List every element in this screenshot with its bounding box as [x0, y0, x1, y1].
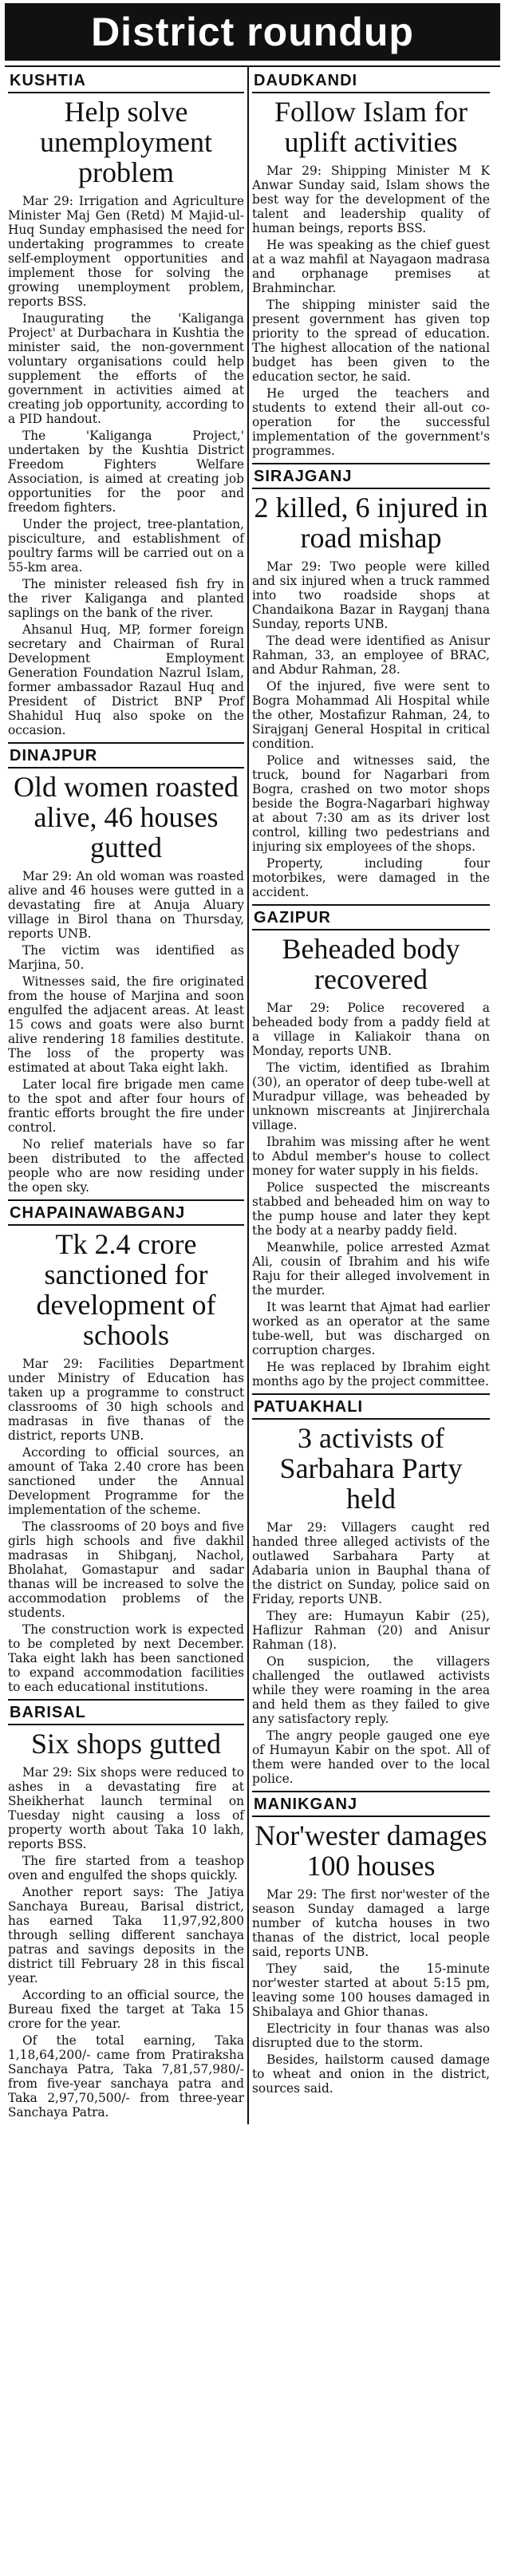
story-headline: 3 activists of Sarbahara Party held: [279, 1422, 463, 1515]
story-paragraph: No relief materials have so far been distributed to the affected people who are now residing under the open sky.: [8, 1137, 244, 1195]
story-paragraph: Mar 29: Six shops were reduced to ashes in a devastating fire at Sheikherhat launch terminal on Tuesday night causing a loss of property worth about Taka 10 lakh, reports BSS.: [8, 1765, 244, 1851]
district-label: DAUDKANDI: [252, 69, 490, 93]
section-banner: District roundup: [5, 3, 500, 61]
story-paragraph: Of the total earning, Taka 1,18,64,200/- came from Pratiraksha Sanchaya Patra, Taka 7,81,57,980/- from five-year sanchaya patra and Taka 2,97,70,500/- from three-year Sanchaya Patra.: [8, 2033, 244, 2120]
news-story: [252, 69, 490, 458]
story-paragraph: They said, the 15-minute nor'wester started at about 5:15 pm, leaving some 100 houses damaged in Shibalaya and Ghior thanas.: [252, 1962, 490, 2019]
newspaper-page: [0, 3, 505, 2576]
story-headline: Help solve unemployment problem: [40, 96, 212, 188]
news-story: [252, 463, 490, 899]
story-paragraph: On suspicion, the villagers challenged the outlawed activists while they were roaming in the area and held them as they failed to give any satisfactory reply.: [252, 1654, 490, 1726]
story-paragraph: Property, including four motorbikes, were damaged in the accident.: [252, 856, 490, 899]
story-headline: 2 killed, 6 injured in road mishap: [254, 492, 488, 554]
news-story: [8, 69, 244, 737]
columns: [5, 65, 500, 2124]
story-headline: Tk 2.4 crore sanctioned for development of schools: [36, 1228, 216, 1351]
story-paragraph: Mar 29: Irrigation and Agriculture Minister Maj Gen (Retd) M Majid-ul-Huq Sunday emphasised the need for undertaking programmes to create self-employment opportunities and implement those for solving the growing unemployment problem, reports BSS.: [8, 194, 244, 309]
story-paragraph: The victim, identified as Ibrahim (30), an operator of deep tube-well at Muradpur village, was beheaded by unknown miscreants at Jinjirerchala village.: [252, 1061, 490, 1132]
story-headline: Old women roasted alive, 46 houses gutted: [14, 771, 239, 863]
story-paragraph: Mar 29: Villagers caught red handed three alleged activists of the outlawed Sarbahara Party at Adabaria union in Bauphal thana of the district on Sunday, police said on Friday, reports UNB.: [252, 1520, 490, 1606]
story-headline: Six shops gutted: [30, 1728, 222, 1760]
news-story: [252, 1393, 490, 1786]
story-paragraph: Inaugurating the 'Kaliganga Project' at Durbachara in Kushtia the minister said, the non-government voluntary organisations could help supplement the efforts of the government in activities aimed at creating job opportunity, according to a PID handout.: [8, 311, 244, 426]
district-label: MANIKGANJ: [252, 1791, 490, 1817]
story-paragraph: Ahsanul Huq, MP, former foreign secretary and Chairman of Rural Development Employment Generation Foundation Nazrul Islam, former ambassador Razaul Huq and President of District BNP Prof Shahidul Huq also spoke on the occasion.: [8, 622, 244, 737]
story-paragraph: The 'Kaliganga Project,' undertaken by the Kushtia District Freedom Fighters Welfare Association, is aimed at creating job opportunities for the poor and freedom fighters.: [8, 429, 244, 515]
news-story: [8, 1699, 244, 2120]
left-column: [5, 67, 249, 2124]
story-paragraph: The victim was identified as Marjina, 50.: [8, 943, 244, 972]
district-label: SIRAJGANJ: [252, 463, 490, 489]
story-paragraph: According to official sources, an amount of Taka 2.40 crore has been sanctioned under the Annual Development Programme for the implementation of the scheme.: [8, 1445, 244, 1517]
story-paragraph: Mar 29: The first nor'wester of the season Sunday damaged a large number of kutcha houses in two thanas of the district, local people said, reports UNB.: [252, 1887, 490, 1959]
story-headline: Follow Islam for uplift activities: [274, 96, 468, 158]
story-paragraph: Mar 29: An old woman was roasted alive and 46 houses were gutted in a devastating fire at Anuja Aluary village in Birol thana on Thursday, reports UNB.: [8, 869, 244, 941]
story-paragraph: Mar 29: Facilities Department under Ministry of Education has taken up a programme to construct classrooms of 30 high schools and madrasas in five thanas of the district, reports UNB.: [8, 1357, 244, 1443]
story-headline: Beheaded body recovered: [282, 933, 460, 995]
story-paragraph: Besides, hailstorm caused damage to wheat and onion in the district, sources said.: [252, 2053, 490, 2096]
story-paragraph: Police suspected the miscreants stabbed and beheaded him on way to the pump house and later they kept the body at a nearby paddy field.: [252, 1180, 490, 1238]
story-paragraph: Ibrahim was missing after he went to Abdul member's house to collect money for water supply in his fields.: [252, 1135, 490, 1178]
story-paragraph: Meanwhile, police arrested Azmat Ali, cousin of Ibrahim and his wife Raju for their alleged involvement in the murder.: [252, 1240, 490, 1298]
story-paragraph: Police and witnesses said, the truck, bound for Nagarbari from Bogra, crashed on two motor shops beside the Bogra-Nagarbari highway at about 7:30 am as its driver lost control, killing two pedestrians and injuring six employees of the shops.: [252, 753, 490, 854]
district-label: CHAPAINAWABGANJ: [8, 1199, 244, 1226]
story-paragraph: Mar 29: Shipping Minister M K Anwar Sunday said, Islam shows the best way for the development of the talent and leadership quality of human beings, reports BSS.: [252, 164, 490, 235]
story-paragraph: According to an official source, the Bureau fixed the target at Taka 15 crore for the year.: [8, 1988, 244, 2031]
story-paragraph: It was learnt that Ajmat had earlier worked as an operator at the same tube-well, but was discharged on corruption charges.: [252, 1300, 490, 1357]
story-paragraph: Witnesses said, the fire originated from the house of Marjina and soon engulfed the adjacent areas. At least 15 cows and goats were also burnt alive rendering 18 families destitute. The loss of the property was estimated at about Taka eight lakh.: [8, 974, 244, 1075]
story-paragraph: Electricity in four thanas was also disrupted due to the storm.: [252, 2021, 490, 2050]
right-column: [249, 67, 493, 2124]
story-paragraph: Later local fire brigade men came to the spot and after four hours of frantic efforts brought the fire under control.: [8, 1077, 244, 1135]
news-story: [252, 904, 490, 1389]
story-paragraph: The minister released fish fry in the river Kaliganga and planted saplings on the bank of the river.: [8, 577, 244, 620]
story-paragraph: Of the injured, five were sent to Bogra Mohammad Ali Hospital while the other, Mostafizur Rahman, 24, to Sirajganj General Hospital in critical condition.: [252, 679, 490, 751]
story-paragraph: Mar 29: Two people were killed and six injured when a truck rammed into two roadside shops at Chandaikona Bazar in Rayganj thana Sunday, reports UNB.: [252, 559, 490, 631]
story-paragraph: Mar 29: Police recovered a beheaded body from a paddy field at a village in Kaliakoir thana on Monday, reports UNB.: [252, 1001, 490, 1058]
story-paragraph: He was replaced by Ibrahim eight months ago by the project committee.: [252, 1360, 490, 1389]
district-label: GAZIPUR: [252, 904, 490, 930]
story-paragraph: They are: Humayun Kabir (25), Haflizur Rahman (20) and Anisur Rahman (18).: [252, 1609, 490, 1652]
story-paragraph: Under the project, tree-plantation, pisciculture, and establishment of poultry farms will be carried out on a 55-km area.: [8, 517, 244, 575]
story-paragraph: The shipping minister said the present government has given top priority to the spread of education. The highest allocation of the national budget has been given to the education sector, he said.: [252, 298, 490, 384]
story-paragraph: Another report says: The Jatiya Sanchaya Bureau, Barisal district, has earned Taka 11,97,92,800 through selling different sanchaya patras and savings deposits in the district till February 28 in this fiscal year.: [8, 1885, 244, 1985]
news-story: [252, 1791, 490, 2096]
district-label: PATUAKHALI: [252, 1393, 490, 1420]
district-label: KUSHTIA: [8, 69, 244, 93]
story-paragraph: The classrooms of 20 boys and five girls high schools and five dakhil madrasas in Shibganj, Nachol, Bholahat, Gomastapur and sadar thanas will be increased to solve the accommodation problems of the students.: [8, 1519, 244, 1620]
news-story: [8, 742, 244, 1195]
story-paragraph: He was speaking as the chief guest at a waz mahfil at Nayagaon madrasa and orphanage premises at Brahminchar.: [252, 238, 490, 295]
story-paragraph: He urged the teachers and students to extend their all-out co-operation for the successful implementation of the government's programmes.: [252, 386, 490, 458]
story-paragraph: The fire started from a teashop oven and engulfed the shops quickly.: [8, 1854, 244, 1883]
story-paragraph: The dead were identified as Anisur Rahman, 33, an employee of BRAC, and Abdur Rahman, 28.: [252, 634, 490, 677]
story-headline: Nor'wester damages 100 houses: [254, 1819, 487, 1882]
district-label: DINAJPUR: [8, 742, 244, 768]
news-story: [8, 1199, 244, 1694]
district-label: BARISAL: [8, 1699, 244, 1725]
story-paragraph: The construction work is expected to be completed by next December. Taka eight lakh has been sanctioned to expand accommodation facilities to each educational institutions.: [8, 1622, 244, 1694]
story-paragraph: The angry people gauged one eye of Humayun Kabir on the spot. All of them were handed over to the local police.: [252, 1729, 490, 1786]
